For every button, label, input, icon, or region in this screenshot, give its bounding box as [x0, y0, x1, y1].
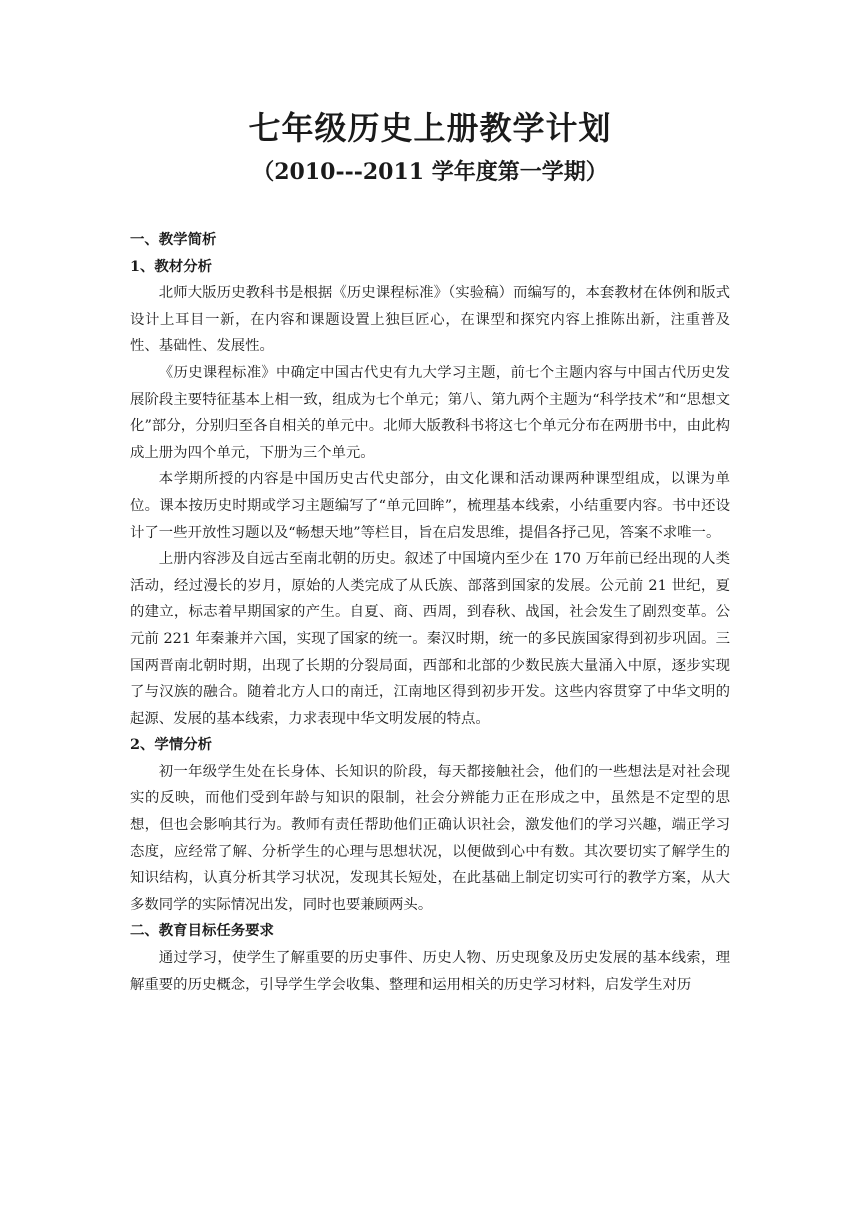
page-subtitle: （2010---2011 学年度第一学期）	[252, 159, 608, 185]
document-body	[130, 227, 730, 998]
subsection-heading-textbook-analysis: 1、教材分析	[130, 257, 212, 275]
paragraph: 《历史课程标准》中确定中国古代史有九大学习主题，前七个主题内容与中国古代历史发展阶段主要特征基本上相一致，组成为七个单元；第八、第九两个主题为“科学技术”和“思想文化”部分，分别归至各自相关的单元中。北师大版教科书将这七个单元分布在两册书中，由此构成上册为四个单元，下册为三个单元。	[130, 364, 730, 461]
subsection-heading-student-analysis: 2、学情分析	[130, 736, 212, 754]
paragraph: 初一年级学生处在长身体、长知识的阶段，每天都接触社会，他们的一些想法是对社会现实的反映，而他们受到年龄与知识的限制，社会分辨能力正在形成之中，虽然是不定型的思想，但也会影响其行为。教师有责任帮助他们正确认识社会，激发他们的学习兴趣，端正学习态度，应经常了解、分析学生的心理与思想状况，以便做到心中有数。其次要切实了解学生的知识结构，认真分析其学习状况，发现其长短处，在此基础上制定切实可行的教学方案，从大多数同学的实际情况出发，同时也要兼顾两头。	[130, 763, 730, 913]
section-heading-teaching-analysis: 一、教学简析	[130, 231, 217, 248]
paragraph: 通过学习，使学生了解重要的历史事件、历史人物、历史现象及历史发展的基本线索，理解重要的历史概念，引导学生学会收集、整理和运用相关的历史学习材料，启发学生对历	[130, 950, 730, 993]
paragraph: 北师大版历史教科书是根据《历史课程标准》（实验稿）而编写的，本套教材在体例和版式设计上耳目一新，在内容和课题设置上独巨匠心，在课型和探究内容上推陈出新，注重普及性、基础性、发展性。	[130, 285, 730, 355]
page-title: 七年级历史上册教学计划	[248, 109, 612, 147]
paragraph: 本学期所授的内容是中国历史古代史部分，由文化课和活动课两种课型组成，以课为单位。课本按历史时期或学习主题编写了“单元回眸”，梳理基本线索，小结重要内容。书中还设计了一些开放性习题以及“畅想天地”等栏目，旨在启发思维，提倡各抒己见，答案不求唯一。	[130, 471, 730, 541]
section-heading-education-goals: 二、教育目标任务要求	[130, 922, 274, 940]
paragraph: 上册内容涉及自远古至南北朝的历史。叙述了中国境内至少在 170 万年前已经出现的人类活动，经过漫长的岁月，原始的人类完成了从氏族、部落到国家的发展。公元前 21 世纪，夏的建立，标志着早期国家的产生。自夏、商、西周，到春秋、战国，社会发生了剧烈变革。公元前 221 年秦兼并六国，实现了国家的统一。秦汉时期，统一的多民族国家得到初步巩固。三国两晋南北朝时期，出现了长期的分裂局面，西部和北部的少数民族大量涌入中原，逐步实现了与汉族的融合。随着北方人口的南迁，江南地区得到初步开发。这些内容贯穿了中华文明的起源、发展的基本线索，力求表现中华文明发展的特点。	[130, 551, 730, 727]
